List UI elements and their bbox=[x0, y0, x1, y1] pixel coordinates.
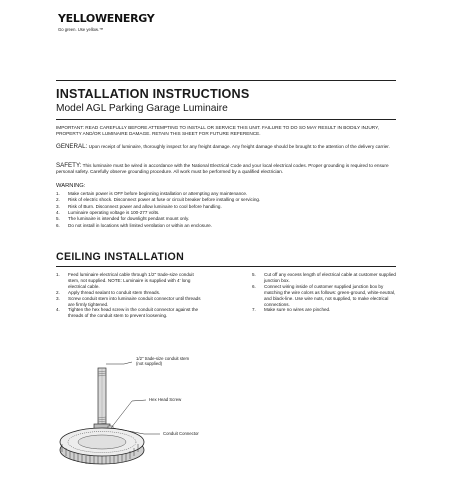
step-text: Tighten the hex head screw in the conduit connector against the threads of the conduit stem to prevent loosening. bbox=[68, 307, 199, 319]
list-item bbox=[252, 284, 402, 308]
logo-tagline: Go green. Use yellow.™ bbox=[58, 27, 104, 32]
item-text: Risk of electric shock. Disconnect power at fuse or circuit breaker before installing or servicing. bbox=[68, 197, 261, 203]
step-number: 1. bbox=[56, 272, 60, 277]
item-number: 3. bbox=[56, 203, 60, 209]
list-item bbox=[56, 223, 401, 229]
brand-logo bbox=[58, 12, 168, 32]
warning-heading: WARNING: bbox=[56, 183, 86, 189]
page-title: INSTALLATION INSTRUCTIONS bbox=[56, 87, 250, 101]
item-text: Risk of Burn. Disconnect power and allow luminaire to cool before handling. bbox=[68, 203, 222, 209]
safety-text: This luminaire must be wired in accordance with the National Electrical Code and your local electrical codes. Proper grounding is required to ensure personal safety. Carefully observe grounding procedure. All work must be performed by a qualified electrician. bbox=[56, 163, 389, 175]
item-text: Make certain power is OFF before beginning installation or attempting any maintenance. bbox=[68, 191, 248, 196]
step-number: 3. bbox=[56, 295, 60, 301]
logo-wordmark: YELLOWENERGY bbox=[58, 12, 155, 25]
label-conduit-stem: 1/2" trade-size conduit stem (not supplied) bbox=[136, 356, 190, 367]
safety-label: SAFETY: bbox=[56, 162, 82, 169]
section-divider bbox=[56, 266, 396, 267]
step-number: 7. bbox=[252, 307, 256, 313]
installation-diagram bbox=[56, 346, 356, 496]
page-subtitle: Model AGL Parking Garage Luminaire bbox=[56, 103, 228, 114]
luminaire-body bbox=[60, 428, 144, 464]
important-label: IMPORTANT: bbox=[56, 125, 84, 130]
step-text: Screw conduit stem into luminaire conduit connector until threads are firmly tightened. bbox=[68, 295, 201, 307]
step-text: Apply thread sealant to conduit stem threads. bbox=[68, 289, 161, 295]
step-number: 4. bbox=[56, 307, 60, 313]
list-item bbox=[56, 296, 206, 308]
item-text: Luminaire operating voltage is 100-277 volts. bbox=[68, 210, 160, 216]
list-item bbox=[56, 307, 206, 319]
item-number: 4. bbox=[56, 210, 60, 216]
item-number: 5. bbox=[56, 216, 60, 222]
item-text: Do not install in locations with limited ventilation or within an enclosure. bbox=[68, 222, 213, 228]
conduit-stem bbox=[98, 368, 106, 426]
subtitle-divider bbox=[56, 119, 396, 120]
label-conduit-connector: Conduit Connector bbox=[163, 431, 199, 436]
step-text: Connect wiring inside of customer supplied junction box by matching the wire colors as follows: green-ground, white-neutral, and black-line. Use wire nuts, not supplied, to make electrical connections. bbox=[264, 283, 396, 307]
general-notice bbox=[56, 144, 401, 150]
item-text: The luminaire is intended for downlight pendant mount only. bbox=[68, 216, 190, 222]
steps-column-right bbox=[252, 272, 402, 313]
section-title: CEILING INSTALLATION bbox=[56, 251, 185, 263]
item-number: 1. bbox=[56, 191, 60, 196]
steps-column-left bbox=[56, 272, 206, 319]
step-number: 2. bbox=[56, 289, 60, 295]
list-item bbox=[252, 272, 402, 284]
step-text: Make sure no wires are pinched. bbox=[264, 307, 331, 313]
header-divider bbox=[56, 80, 396, 81]
list-item bbox=[252, 307, 402, 313]
important-notice bbox=[56, 125, 401, 137]
safety-notice bbox=[56, 163, 401, 175]
general-label: GENERAL: bbox=[56, 143, 88, 150]
label-hex-head-screw: Hex Head Screw bbox=[149, 397, 182, 402]
step-number: 6. bbox=[252, 283, 256, 289]
general-text: Upon receipt of luminaire, thoroughly inspect for any freight damage. Any freight damage should be brought to the attention of the delivery carrier. bbox=[88, 144, 390, 149]
step-text: Cut off any excess length of electrical cable at customer supplied junction box. bbox=[264, 272, 396, 283]
warning-list bbox=[56, 191, 401, 229]
step-text: Feed luminaire electrical cable through 1/2" trade-size conduit stem, not supplied. NOTE: Luminaire is supplied with 4' long electrical cable. bbox=[68, 272, 194, 289]
important-text: READ CAREFULLY BEFORE ATTEMPTING TO INSTALL OR SERVICE THIS UNIT. FAILURE TO DO SO MAY RESULT IN BODILY INJURY, PROPERTY AND/OR LUMINAIRE DAMAGE. RETAIN THIS SHEET FOR FUTURE REFERENCE. bbox=[56, 125, 379, 137]
item-number: 6. bbox=[56, 222, 60, 228]
step-number: 5. bbox=[252, 272, 256, 277]
list-item bbox=[56, 272, 206, 290]
item-number: 2. bbox=[56, 197, 60, 203]
